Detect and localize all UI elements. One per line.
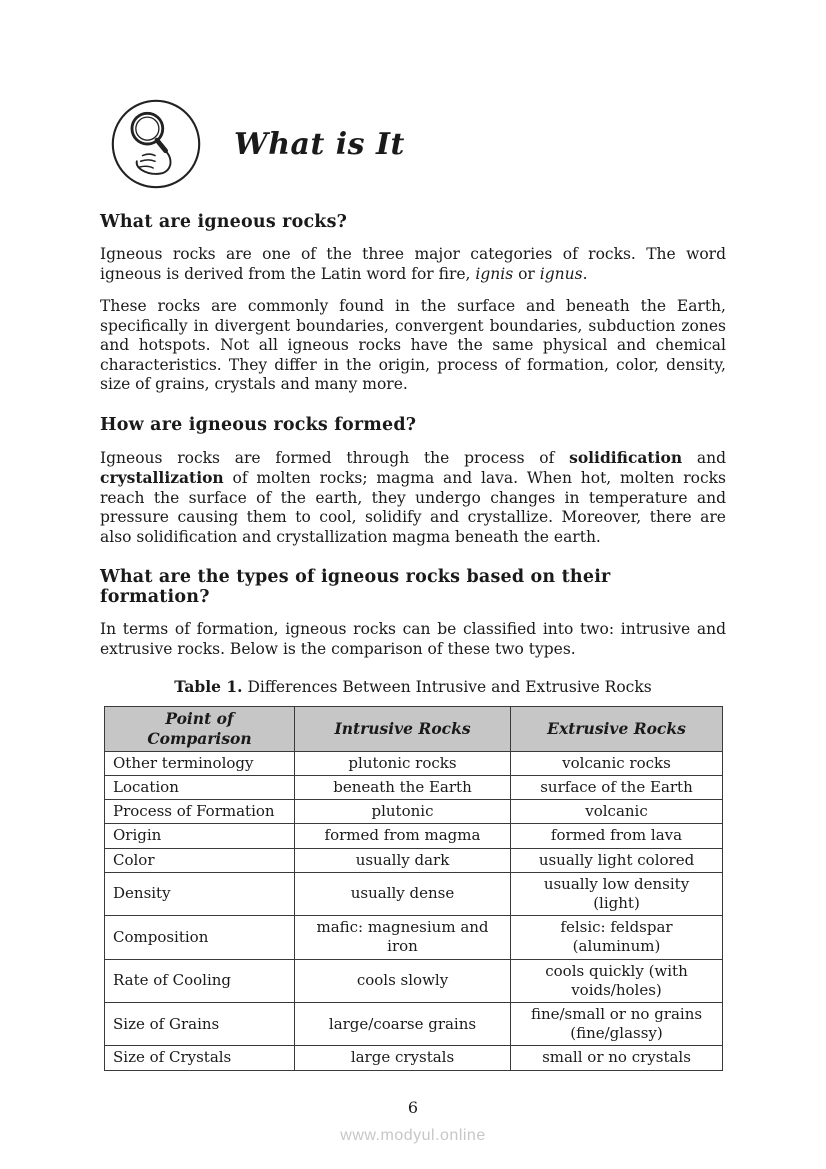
table-cell: usually light colored: [511, 848, 723, 872]
table-row: [105, 848, 723, 872]
page-number: 6: [407, 1098, 419, 1117]
paragraph-text: Igneous rocks are one of the three major categories of rocks. The word igneous is derived from the Latin word for fire,: [100, 245, 726, 283]
table-cell: plutonic: [295, 800, 511, 824]
table-cell: plutonic rocks: [295, 751, 511, 775]
table-cell: mafic: magnesium and iron: [295, 916, 511, 959]
paragraph-where-found: These rocks are commonly found in the surface and beneath the Earth, specifically in divergent boundaries, convergent boundaries, subduction zones and hotspots. Not all igneous rocks have the same physical and chemical characteristics. They differ in the origin, process of formation, color, density, size of grains, crystals and many more.: [100, 297, 726, 394]
table-cell: Origin: [105, 824, 295, 848]
table-cell: Color: [105, 848, 295, 872]
table-cell: beneath the Earth: [295, 776, 511, 800]
table-row: [105, 800, 723, 824]
table-cell: Density: [105, 872, 295, 915]
table-header-row: [105, 707, 723, 752]
table-cell: formed from lava: [511, 824, 723, 848]
paragraph-text: .: [582, 264, 588, 283]
table-cell: large/coarse grains: [295, 1002, 511, 1045]
latin-word-ignus: ignus: [539, 264, 583, 283]
table-row: [105, 776, 723, 800]
table-header-point-of-comparison: Point of Comparison: [105, 707, 295, 752]
table-cell: cools slowly: [295, 959, 511, 1002]
section-heading-igneous-rocks: What are igneous rocks?: [100, 212, 348, 232]
title-row: [108, 96, 726, 192]
table-cell: volcanic rocks: [511, 751, 723, 775]
section-heading-how-formed: How are igneous rocks formed?: [100, 414, 417, 435]
table-cell: usually dense: [295, 872, 511, 915]
table-row: [105, 824, 723, 848]
table-cell: formed from magma: [295, 824, 511, 848]
table-row: [105, 751, 723, 775]
table-cell: Composition: [105, 916, 295, 959]
section-heading-types: What are the types of igneous rocks based on their formation?: [100, 567, 611, 608]
table-cell: cools quickly (with voids/holes): [511, 959, 723, 1002]
paragraph-text: or: [513, 264, 540, 283]
table-cell: felsic: feldspar (aluminum): [511, 916, 723, 959]
table-caption: [100, 677, 726, 696]
table-cell: small or no crystals: [511, 1046, 723, 1070]
paragraph-formation: [100, 448, 726, 548]
paragraph-igneous-intro: [100, 245, 726, 284]
table-row: [105, 959, 723, 1002]
paragraph-text: and: [682, 448, 726, 467]
table-cell: large crystals: [295, 1046, 511, 1070]
comparison-table: [104, 706, 723, 1070]
watermark: www.modyul.online: [340, 1127, 486, 1144]
table-cell: Location: [105, 776, 295, 800]
table-cell: Rate of Cooling: [105, 959, 295, 1002]
paragraph-types-intro: In terms of formation, igneous rocks can be classified into two: intrusive and extrusive rocks. Below is the comparison of these two types.: [100, 620, 726, 658]
paragraph-text: Igneous rocks are formed through the process of: [100, 448, 570, 467]
table-cell: Process of Formation: [105, 800, 295, 824]
latin-word-ignis: ignis: [475, 264, 514, 283]
table-cell: surface of the Earth: [511, 776, 723, 800]
table-cell: volcanic: [511, 800, 723, 824]
table-caption-text: Differences Between Intrusive and Extrusive Rocks: [242, 678, 652, 697]
page-content: [100, 96, 726, 1071]
table-cell: Size of Grains: [105, 1002, 295, 1045]
table-caption-label: Table 1.: [174, 677, 243, 697]
paragraph-text: of molten rocks; magma and lava. When hot, molten rocks reach the surface of the earth, they undergo changes in temperature and pressure causing them to cool, solidify and crystallize. Moreover, there are also solidification and crystallization magma beneath the earth.: [100, 469, 726, 546]
table-header-intrusive-rocks: Intrusive Rocks: [295, 707, 511, 752]
term-crystallization: crystallization: [100, 468, 224, 488]
table-header-extrusive-rocks: Extrusive Rocks: [511, 707, 723, 752]
table-row: [105, 1046, 723, 1070]
table-cell: fine/small or no grains (fine/glassy): [511, 1002, 723, 1045]
table-row: [105, 1002, 723, 1045]
table-row: [105, 872, 723, 915]
table-cell: Size of Crystals: [105, 1046, 295, 1070]
table-cell: Other terminology: [105, 751, 295, 775]
magnifying-glass-icon: [108, 96, 204, 192]
page-title: What is It: [234, 126, 405, 162]
term-solidification: solidification: [569, 447, 683, 467]
table-cell: usually low density (light): [511, 872, 723, 915]
table-cell: usually dark: [295, 848, 511, 872]
table-row: [105, 916, 723, 959]
